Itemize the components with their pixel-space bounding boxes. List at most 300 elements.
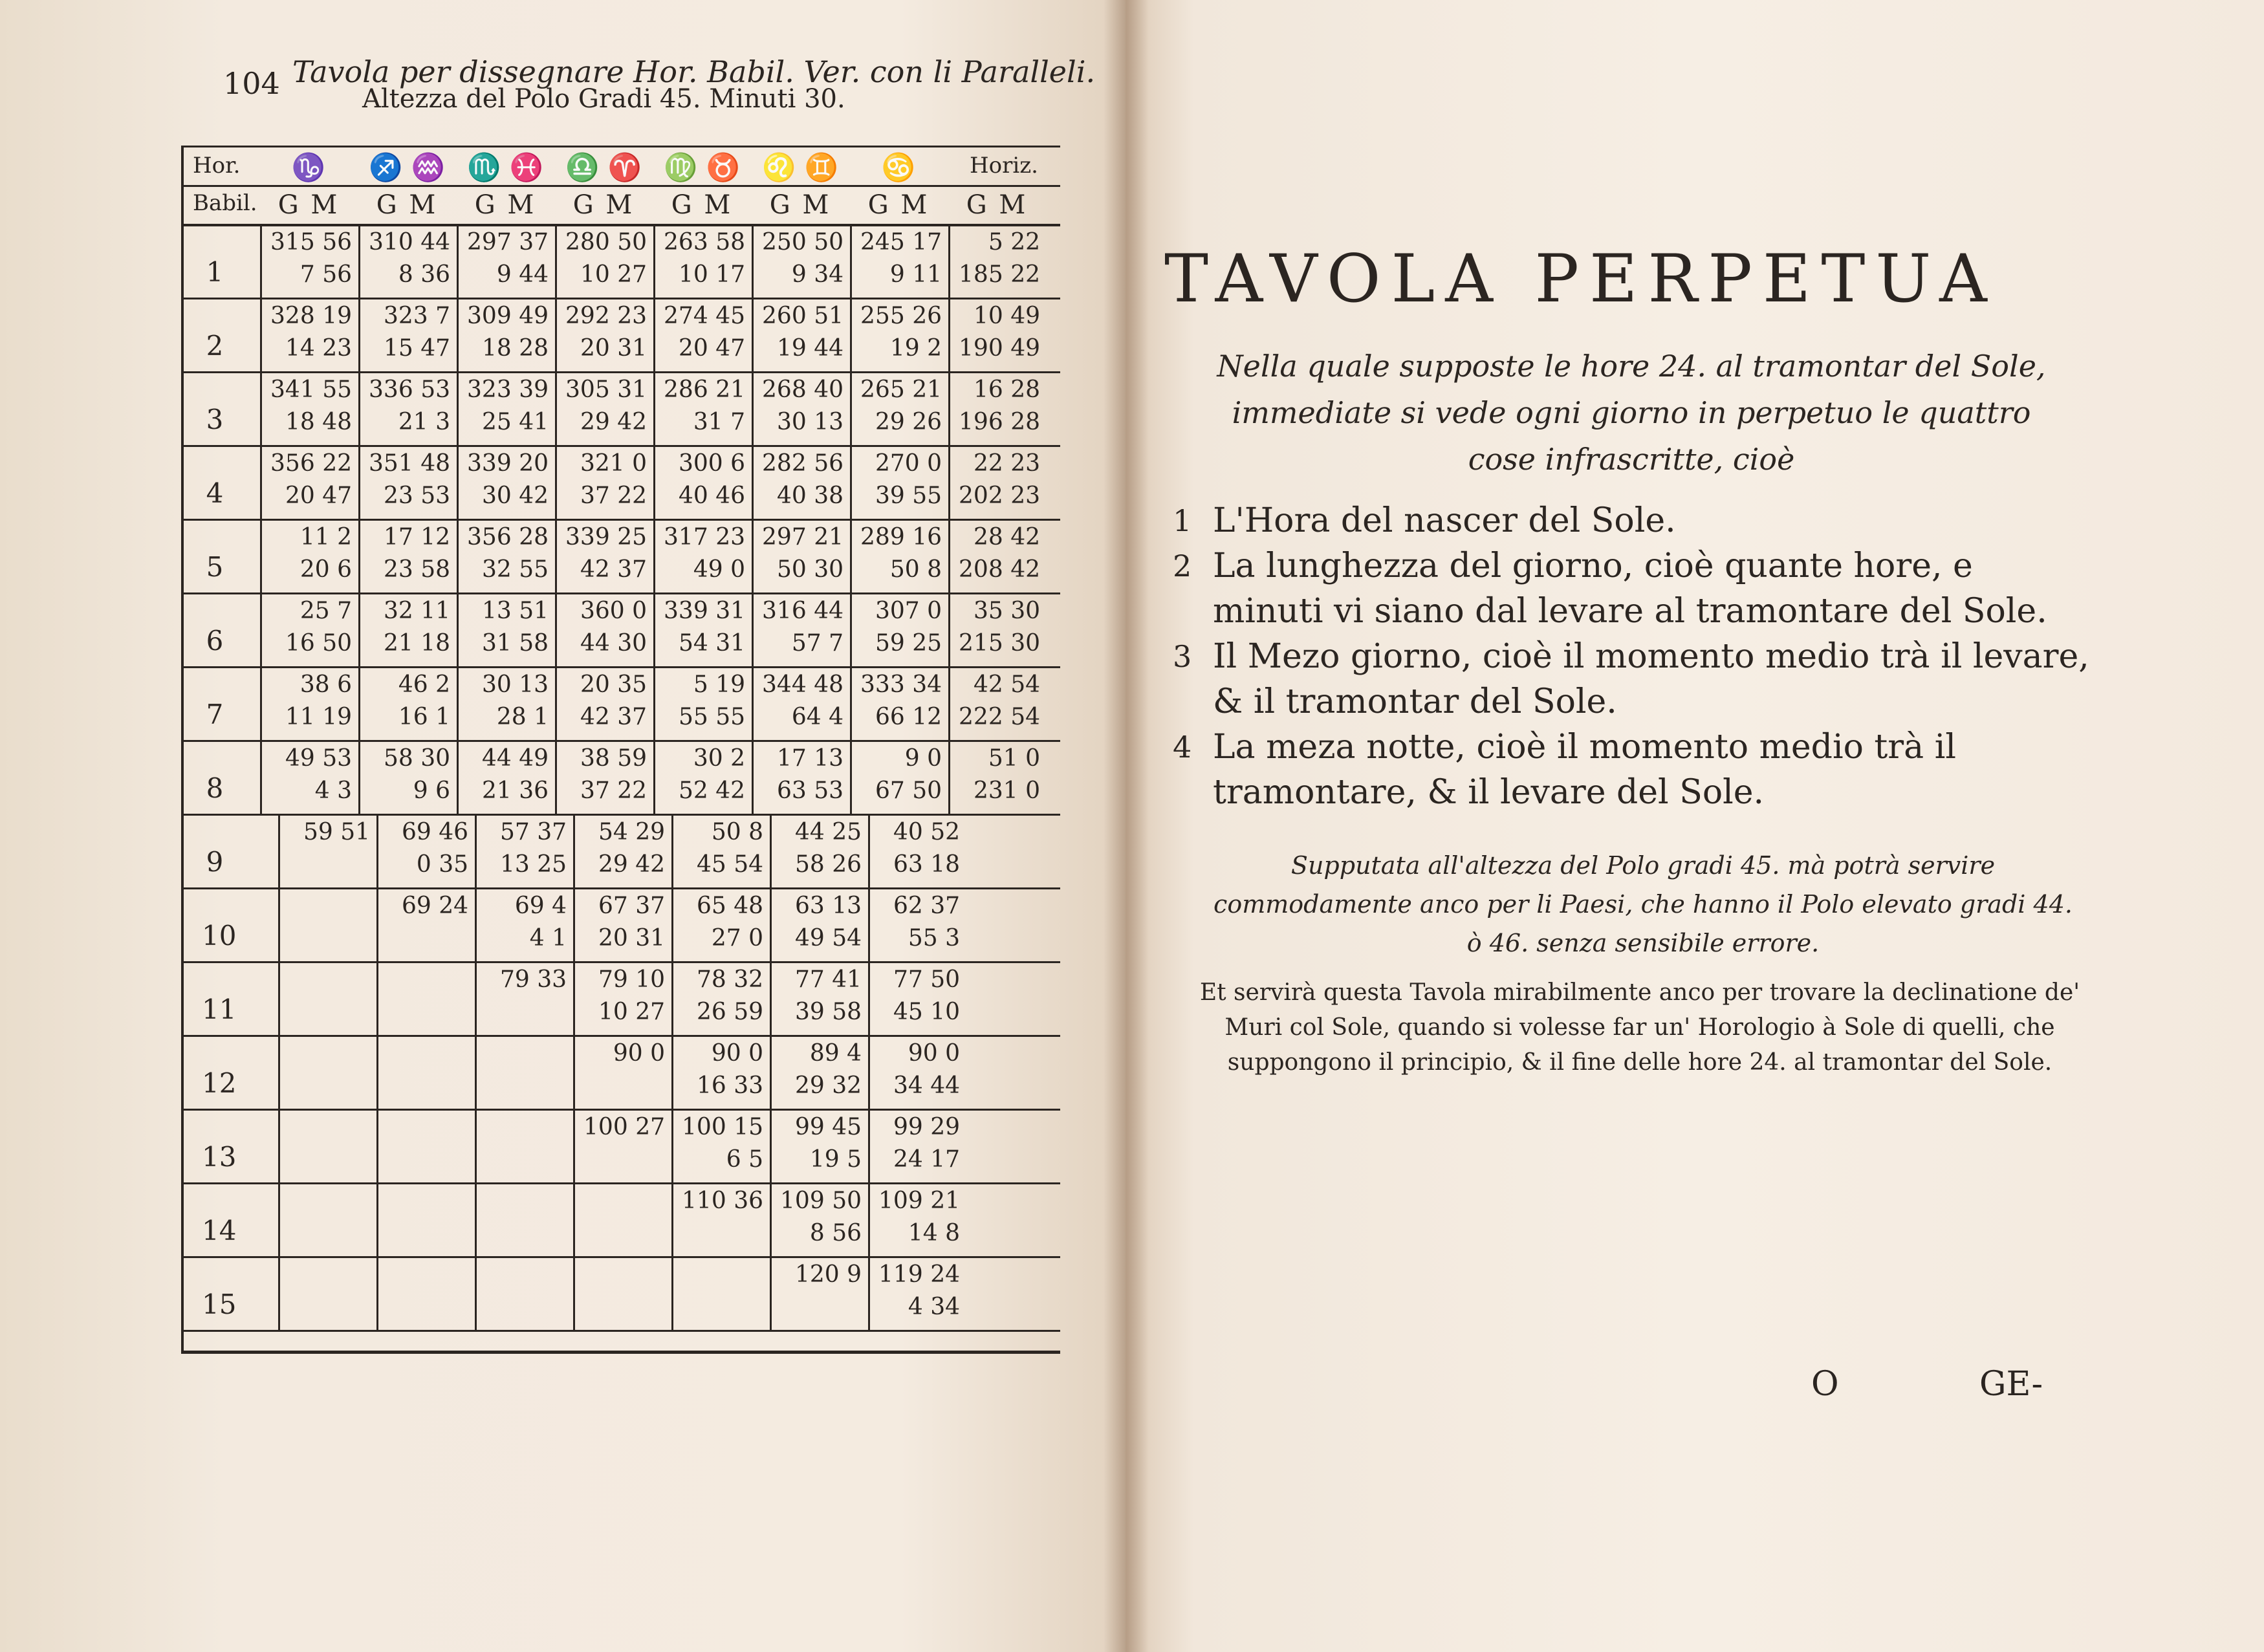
cell-value-bottom: 23 53 <box>383 483 450 509</box>
table-cell <box>457 740 554 814</box>
table-cell <box>555 445 652 519</box>
hour-table <box>181 146 1060 1354</box>
cell-value-top: 65 48 <box>696 893 763 919</box>
cell-value-top: 339 25 <box>565 524 647 550</box>
hour-label: 1 <box>206 256 224 288</box>
cell-value-bottom: 21 3 <box>398 409 450 435</box>
cell-value-top: 356 22 <box>270 450 352 477</box>
cell-value-bottom: 18 48 <box>285 409 352 435</box>
gm-unit-header: G M <box>867 190 930 220</box>
table-cell <box>278 1182 375 1256</box>
cell-value-top: 5 22 <box>988 229 1040 255</box>
cell-value-top: 38 6 <box>299 671 352 698</box>
cell-value-top: 30 13 <box>481 671 549 698</box>
cell-value-bottom: 64 4 <box>791 704 844 730</box>
cell-value-bottom: 29 42 <box>598 851 665 878</box>
cell-value-top: 17 12 <box>383 524 450 550</box>
table-cell <box>752 445 849 519</box>
table-cell <box>850 445 947 519</box>
cell-value-top: 305 31 <box>565 376 647 403</box>
left-page <box>0 0 1126 1652</box>
table-cell <box>475 1035 572 1109</box>
cell-value-top: 89 4 <box>809 1040 862 1067</box>
table-cell <box>653 740 750 814</box>
cell-value-top: 270 0 <box>875 450 942 477</box>
sign-header-row <box>184 147 1060 187</box>
cell-value-bottom: 4 34 <box>908 1294 960 1320</box>
cell-value-top: 5 19 <box>693 671 745 698</box>
cell-value-top: 38 59 <box>580 745 647 772</box>
cell-value-bottom: 10 27 <box>598 999 665 1025</box>
cell-value-top: 51 0 <box>988 745 1040 772</box>
cell-value-bottom: 4 3 <box>314 777 352 804</box>
cell-value-bottom: 15 47 <box>383 335 450 362</box>
cell-value-bottom: 63 53 <box>776 777 844 804</box>
list-item-number: 1 <box>1173 503 1192 538</box>
gm-unit-header: G M <box>966 190 1028 220</box>
cell-value-top: 99 29 <box>893 1114 960 1140</box>
cell-value-bottom: 26 59 <box>696 999 763 1025</box>
cell-value-bottom: 50 30 <box>776 556 844 583</box>
cell-value-bottom: 4 1 <box>529 925 567 951</box>
cell-value-top: 297 21 <box>762 524 844 550</box>
gm-unit-header: G M <box>671 190 733 220</box>
cell-value-bottom: 9 34 <box>791 261 844 288</box>
cell-value-top: 344 48 <box>762 671 844 698</box>
cell-value-top: 317 23 <box>664 524 745 550</box>
table-row <box>184 371 1060 447</box>
cell-value-top: 245 17 <box>860 229 942 255</box>
cell-value-bottom: 49 0 <box>693 556 745 583</box>
cell-value-top: 282 56 <box>762 450 844 477</box>
table-cell <box>573 814 670 887</box>
cell-value-top: 99 45 <box>794 1114 862 1140</box>
cell-value-top: 339 20 <box>467 450 549 477</box>
table-cell <box>671 961 768 1035</box>
table-row <box>184 887 1060 963</box>
table-cell <box>752 371 849 445</box>
table-cell <box>770 814 867 887</box>
table-cell <box>653 445 750 519</box>
cell-value-bottom: 30 42 <box>481 483 549 509</box>
cell-value-bottom: 185 22 <box>959 261 1040 288</box>
table-cell <box>376 1182 473 1256</box>
table-cell <box>850 592 947 666</box>
table-row <box>184 961 1060 1037</box>
table-cell <box>475 887 572 961</box>
gm-unit-header: G M <box>474 190 536 220</box>
table-cell <box>260 445 357 519</box>
latitude-note: Supputata all'altezza del Polo gradi 45. mà potrà servire commodamente anco per li Paesi, che hanno il Polo elevato gradi 44. ò 46. senza sensibile errore. <box>1214 851 2073 957</box>
table-cell <box>653 224 750 298</box>
corner-top-label: Hor. <box>193 153 241 179</box>
table-cell <box>948 445 1045 519</box>
cell-value-top: 323 39 <box>467 376 549 403</box>
table-cell <box>555 592 652 666</box>
table-row <box>184 740 1060 816</box>
cell-value-top: 49 53 <box>285 745 352 772</box>
cell-value-top: 292 23 <box>565 303 647 329</box>
cell-value-bottom: 29 42 <box>580 409 647 435</box>
cell-value-bottom: 19 2 <box>889 335 942 362</box>
table-cell <box>457 666 554 740</box>
cell-value-top: 30 2 <box>693 745 745 772</box>
cell-value-top: 50 8 <box>711 819 763 845</box>
cell-value-bottom: 59 25 <box>875 630 942 657</box>
table-cell <box>475 961 572 1035</box>
cell-value-bottom: 34 44 <box>893 1072 960 1099</box>
cell-value-bottom: 231 0 <box>973 777 1040 804</box>
cell-value-bottom: 215 30 <box>959 630 1040 657</box>
cell-value-bottom: 202 23 <box>959 483 1040 509</box>
cell-value-bottom: 29 26 <box>875 409 942 435</box>
table-row <box>184 1182 1060 1258</box>
table-cell <box>752 740 849 814</box>
zodiac-sign-header: ♌ ♊ <box>762 151 838 183</box>
table-cell <box>475 814 572 887</box>
cell-value-top: 90 0 <box>908 1040 960 1067</box>
table-cell <box>850 371 947 445</box>
running-head: Tavola per dissegnare Hor. Babil. Ver. con li Paralleli. <box>292 54 1096 89</box>
intro-paragraph: Nella quale supposte le hore 24. al tramontar del Sole, immediate si vede ogni giorno in perpetuo le quattro cose infrascritte, cioè <box>1217 349 2046 477</box>
cell-value-top: 57 37 <box>499 819 567 845</box>
cell-value-top: 323 7 <box>383 303 450 329</box>
table-row <box>184 1256 1060 1332</box>
cell-value-bottom: 42 37 <box>580 704 647 730</box>
cell-value-top: 310 44 <box>369 229 450 255</box>
cell-value-bottom: 8 56 <box>809 1220 862 1246</box>
table-cell <box>868 887 965 961</box>
zodiac-sign-header: ♍ ♉ <box>664 151 740 183</box>
hour-label: 3 <box>206 404 224 435</box>
hour-label: 12 <box>202 1067 237 1099</box>
gm-unit-header: G M <box>278 190 340 220</box>
table-cell <box>868 961 965 1035</box>
cell-value-top: 44 25 <box>794 819 862 845</box>
hour-label: 9 <box>206 846 224 878</box>
table-cell <box>260 740 357 814</box>
cell-value-top: 109 50 <box>780 1188 862 1214</box>
cell-value-top: 280 50 <box>565 229 647 255</box>
cell-value-top: 78 32 <box>696 966 763 993</box>
list-item <box>1168 543 2093 634</box>
cell-value-top: 250 50 <box>762 229 844 255</box>
cell-value-bottom: 55 55 <box>678 704 745 730</box>
cell-value-bottom: 16 33 <box>696 1072 763 1099</box>
cell-value-top: 90 0 <box>711 1040 763 1067</box>
table-cell <box>770 1256 867 1330</box>
cell-value-top: 328 19 <box>270 303 352 329</box>
table-cell <box>358 445 455 519</box>
cell-value-top: 297 37 <box>467 229 549 255</box>
table-row <box>184 592 1060 668</box>
cell-value-top: 40 52 <box>893 819 960 845</box>
cell-value-bottom: 39 55 <box>875 483 942 509</box>
cell-value-bottom: 20 6 <box>299 556 352 583</box>
cell-value-top: 300 6 <box>678 450 745 477</box>
corner-bottom-label: Babil. <box>193 190 257 216</box>
cell-value-top: 109 21 <box>878 1188 960 1214</box>
cell-value-bottom: 16 50 <box>285 630 352 657</box>
table-cell <box>457 519 554 592</box>
cell-value-top: 341 55 <box>270 376 352 403</box>
cell-value-top: 9 0 <box>904 745 942 772</box>
hour-label: 2 <box>206 330 224 362</box>
cell-value-bottom: 67 50 <box>875 777 942 804</box>
table-cell <box>358 371 455 445</box>
list-item <box>1168 634 2093 724</box>
cell-value-top: 119 24 <box>878 1261 960 1288</box>
cell-value-top: 309 49 <box>467 303 549 329</box>
cell-value-bottom: 20 31 <box>598 925 665 951</box>
table-cell <box>752 519 849 592</box>
table-cell <box>868 814 965 887</box>
cell-value-bottom: 28 1 <box>496 704 549 730</box>
table-cell <box>555 224 652 298</box>
table-cell <box>671 1182 768 1256</box>
cell-value-top: 110 36 <box>682 1188 763 1214</box>
table-row <box>184 814 1060 889</box>
hour-label: 4 <box>206 477 224 509</box>
table-cell <box>948 371 1045 445</box>
table-cell <box>278 1256 375 1330</box>
cell-value-bottom: 0 35 <box>416 851 468 878</box>
table-cell <box>752 592 849 666</box>
cell-value-top: 28 42 <box>973 524 1040 550</box>
list-item-text: L'Hora del nascer del Sole. <box>1213 501 1676 540</box>
hour-label: 11 <box>202 994 237 1025</box>
zodiac-sign-header: ♑ <box>291 151 326 183</box>
cell-value-bottom: 45 54 <box>696 851 763 878</box>
cell-value-bottom: 190 49 <box>959 335 1040 362</box>
cell-value-top: 11 2 <box>299 524 352 550</box>
table-cell <box>653 298 750 371</box>
cell-value-top: 63 13 <box>794 893 862 919</box>
table-cell <box>752 224 849 298</box>
table-cell <box>770 887 867 961</box>
cell-value-top: 69 24 <box>401 893 468 919</box>
table-cell <box>850 298 947 371</box>
cell-value-top: 62 37 <box>893 893 960 919</box>
table-cell <box>948 224 1045 298</box>
table-cell <box>555 371 652 445</box>
list-item <box>1168 498 2093 543</box>
cell-value-top: 265 21 <box>860 376 942 403</box>
cell-value-bottom: 30 13 <box>776 409 844 435</box>
table-cell <box>555 519 652 592</box>
cell-value-bottom: 58 26 <box>794 851 862 878</box>
table-cell <box>868 1035 965 1109</box>
cell-value-top: 67 37 <box>598 893 665 919</box>
table-cell <box>358 519 455 592</box>
table-cell <box>358 224 455 298</box>
table-cell <box>948 740 1045 814</box>
cell-value-top: 90 0 <box>613 1040 665 1067</box>
signature-mark: O <box>1811 1365 1839 1404</box>
cell-value-top: 100 27 <box>583 1114 665 1140</box>
cell-value-top: 58 30 <box>383 745 450 772</box>
table-cell <box>653 371 750 445</box>
item-list <box>1168 498 2093 815</box>
cell-value-top: 336 53 <box>369 376 450 403</box>
cell-value-top: 274 45 <box>664 303 745 329</box>
table-cell <box>573 1035 670 1109</box>
cell-value-top: 46 2 <box>398 671 450 698</box>
cell-value-bottom: 20 31 <box>580 335 647 362</box>
cell-value-bottom: 25 41 <box>481 409 549 435</box>
cell-value-top: 35 30 <box>973 598 1040 624</box>
cell-value-bottom: 13 25 <box>499 851 567 878</box>
cell-value-bottom: 14 8 <box>908 1220 960 1246</box>
cell-value-top: 100 15 <box>682 1114 763 1140</box>
table-cell <box>653 592 750 666</box>
gm-unit-header: G M <box>572 190 635 220</box>
list-item-text: La lunghezza del giorno, cioè quante hore, e minuti vi siano dal levare al tramontare del Sole. <box>1213 547 2047 631</box>
cell-value-top: 77 50 <box>893 966 960 993</box>
list-item-number: 4 <box>1173 730 1192 765</box>
table-cell <box>850 740 947 814</box>
cell-value-bottom: 37 22 <box>580 483 647 509</box>
cell-value-bottom: 10 27 <box>580 261 647 288</box>
cell-value-top: 307 0 <box>875 598 942 624</box>
table-cell <box>358 592 455 666</box>
zodiac-sign-header: ♋ <box>881 151 916 183</box>
table-cell <box>573 961 670 1035</box>
cell-value-bottom: 63 18 <box>893 851 960 878</box>
cell-value-top: 44 49 <box>481 745 549 772</box>
cell-value-top: 339 31 <box>664 598 745 624</box>
cell-value-top: 316 44 <box>762 598 844 624</box>
cell-value-bottom: 20 47 <box>285 483 352 509</box>
cell-value-top: 120 9 <box>794 1261 862 1288</box>
cell-value-top: 32 11 <box>383 598 450 624</box>
cell-value-bottom: 222 54 <box>959 704 1040 730</box>
declination-note: Et servirà questa Tavola mirabilmente anco per trovare la declinatione de' Muri col Sole, quando si volesse far un' Horologio à Sole di quelli, che suppongono il principio, & il fine delle hore 24. al tramontar del Sole. <box>1199 979 2080 1076</box>
table-cell <box>948 592 1045 666</box>
table-cell <box>671 887 768 961</box>
cell-value-bottom: 24 17 <box>893 1146 960 1173</box>
table-cell <box>671 1109 768 1182</box>
table-row <box>184 1035 1060 1111</box>
cell-value-bottom: 23 58 <box>383 556 450 583</box>
table-cell <box>555 298 652 371</box>
table-cell <box>260 224 357 298</box>
table-cell <box>278 814 375 887</box>
table-cell <box>457 224 554 298</box>
cell-value-bottom: 9 44 <box>496 261 549 288</box>
cell-value-bottom: 10 17 <box>678 261 745 288</box>
table-cell <box>770 1109 867 1182</box>
table-cell <box>653 519 750 592</box>
cell-value-top: 69 46 <box>401 819 468 845</box>
table-cell <box>850 666 947 740</box>
cell-value-top: 10 49 <box>973 303 1040 329</box>
table-cell <box>457 592 554 666</box>
cell-value-bottom: 50 8 <box>889 556 942 583</box>
table-cell <box>948 666 1045 740</box>
cell-value-bottom: 29 32 <box>794 1072 862 1099</box>
cell-value-top: 69 4 <box>514 893 567 919</box>
cell-value-bottom: 11 19 <box>285 704 352 730</box>
list-item <box>1168 724 2093 815</box>
cell-value-bottom: 19 44 <box>776 335 844 362</box>
zodiac-sign-header: ♏ ♓ <box>467 151 543 183</box>
list-item-text: Il Mezo giorno, cioè il momento medio trà il levare, & il tramontar del Sole. <box>1213 637 2089 721</box>
zodiac-sign-header: ♐ ♒ <box>369 151 445 183</box>
cell-value-top: 315 56 <box>270 229 352 255</box>
cell-value-top: 79 10 <box>598 966 665 993</box>
list-item-number: 2 <box>1173 549 1192 583</box>
cell-value-bottom: 55 3 <box>908 925 960 951</box>
cell-value-top: 77 41 <box>794 966 862 993</box>
gm-unit-header: G M <box>376 190 438 220</box>
table-row <box>184 224 1060 299</box>
table-cell <box>358 740 455 814</box>
cell-value-bottom: 45 10 <box>893 999 960 1025</box>
cell-value-top: 321 0 <box>580 450 647 477</box>
table-cell <box>260 371 357 445</box>
cell-value-bottom: 9 11 <box>889 261 942 288</box>
hour-label: 6 <box>206 625 224 657</box>
cell-value-top: 20 35 <box>580 671 647 698</box>
gm-unit-header: G M <box>769 190 831 220</box>
cell-value-bottom: 40 38 <box>776 483 844 509</box>
list-item-text: La meza notte, cioè il momento medio trà il tramontare, & il levare del Sole. <box>1213 728 1956 812</box>
table-cell <box>671 814 768 887</box>
cell-value-bottom: 49 54 <box>794 925 862 951</box>
table-cell <box>770 1035 867 1109</box>
cell-value-bottom: 54 31 <box>678 630 745 657</box>
table-cell <box>475 1256 572 1330</box>
table-cell <box>278 961 375 1035</box>
cell-value-top: 286 21 <box>664 376 745 403</box>
table-cell <box>573 1182 670 1256</box>
cell-value-bottom: 8 36 <box>398 261 450 288</box>
table-cell <box>948 519 1045 592</box>
cell-value-top: 351 48 <box>369 450 450 477</box>
zodiac-sign-header: ♎ ♈ <box>565 151 642 183</box>
cell-value-bottom: 32 55 <box>481 556 549 583</box>
table-cell <box>948 298 1045 371</box>
table-cell <box>260 519 357 592</box>
cell-value-bottom: 20 47 <box>678 335 745 362</box>
book-gutter <box>1104 0 1149 1652</box>
table-cell <box>850 224 947 298</box>
table-cell <box>868 1109 965 1182</box>
table-cell <box>457 445 554 519</box>
cell-value-bottom: 9 6 <box>413 777 450 804</box>
cell-value-top: 268 40 <box>762 376 844 403</box>
cell-value-bottom: 31 7 <box>693 409 745 435</box>
table-cell <box>555 740 652 814</box>
cell-value-top: 42 54 <box>973 671 1040 698</box>
hour-label: 13 <box>202 1141 237 1173</box>
cell-value-top: 360 0 <box>580 598 647 624</box>
hour-label: 14 <box>202 1215 237 1246</box>
table-cell <box>278 1109 375 1182</box>
horiz-header: Horiz. <box>970 153 1038 179</box>
table-cell <box>671 1035 768 1109</box>
cell-value-bottom: 42 37 <box>580 556 647 583</box>
cell-value-bottom: 21 36 <box>481 777 549 804</box>
table-row <box>184 666 1060 742</box>
table-cell <box>653 666 750 740</box>
hour-label: 8 <box>206 772 224 804</box>
cell-value-bottom: 16 1 <box>398 704 450 730</box>
table-cell <box>770 961 867 1035</box>
table-row <box>184 445 1060 521</box>
cell-value-bottom: 40 46 <box>678 483 745 509</box>
